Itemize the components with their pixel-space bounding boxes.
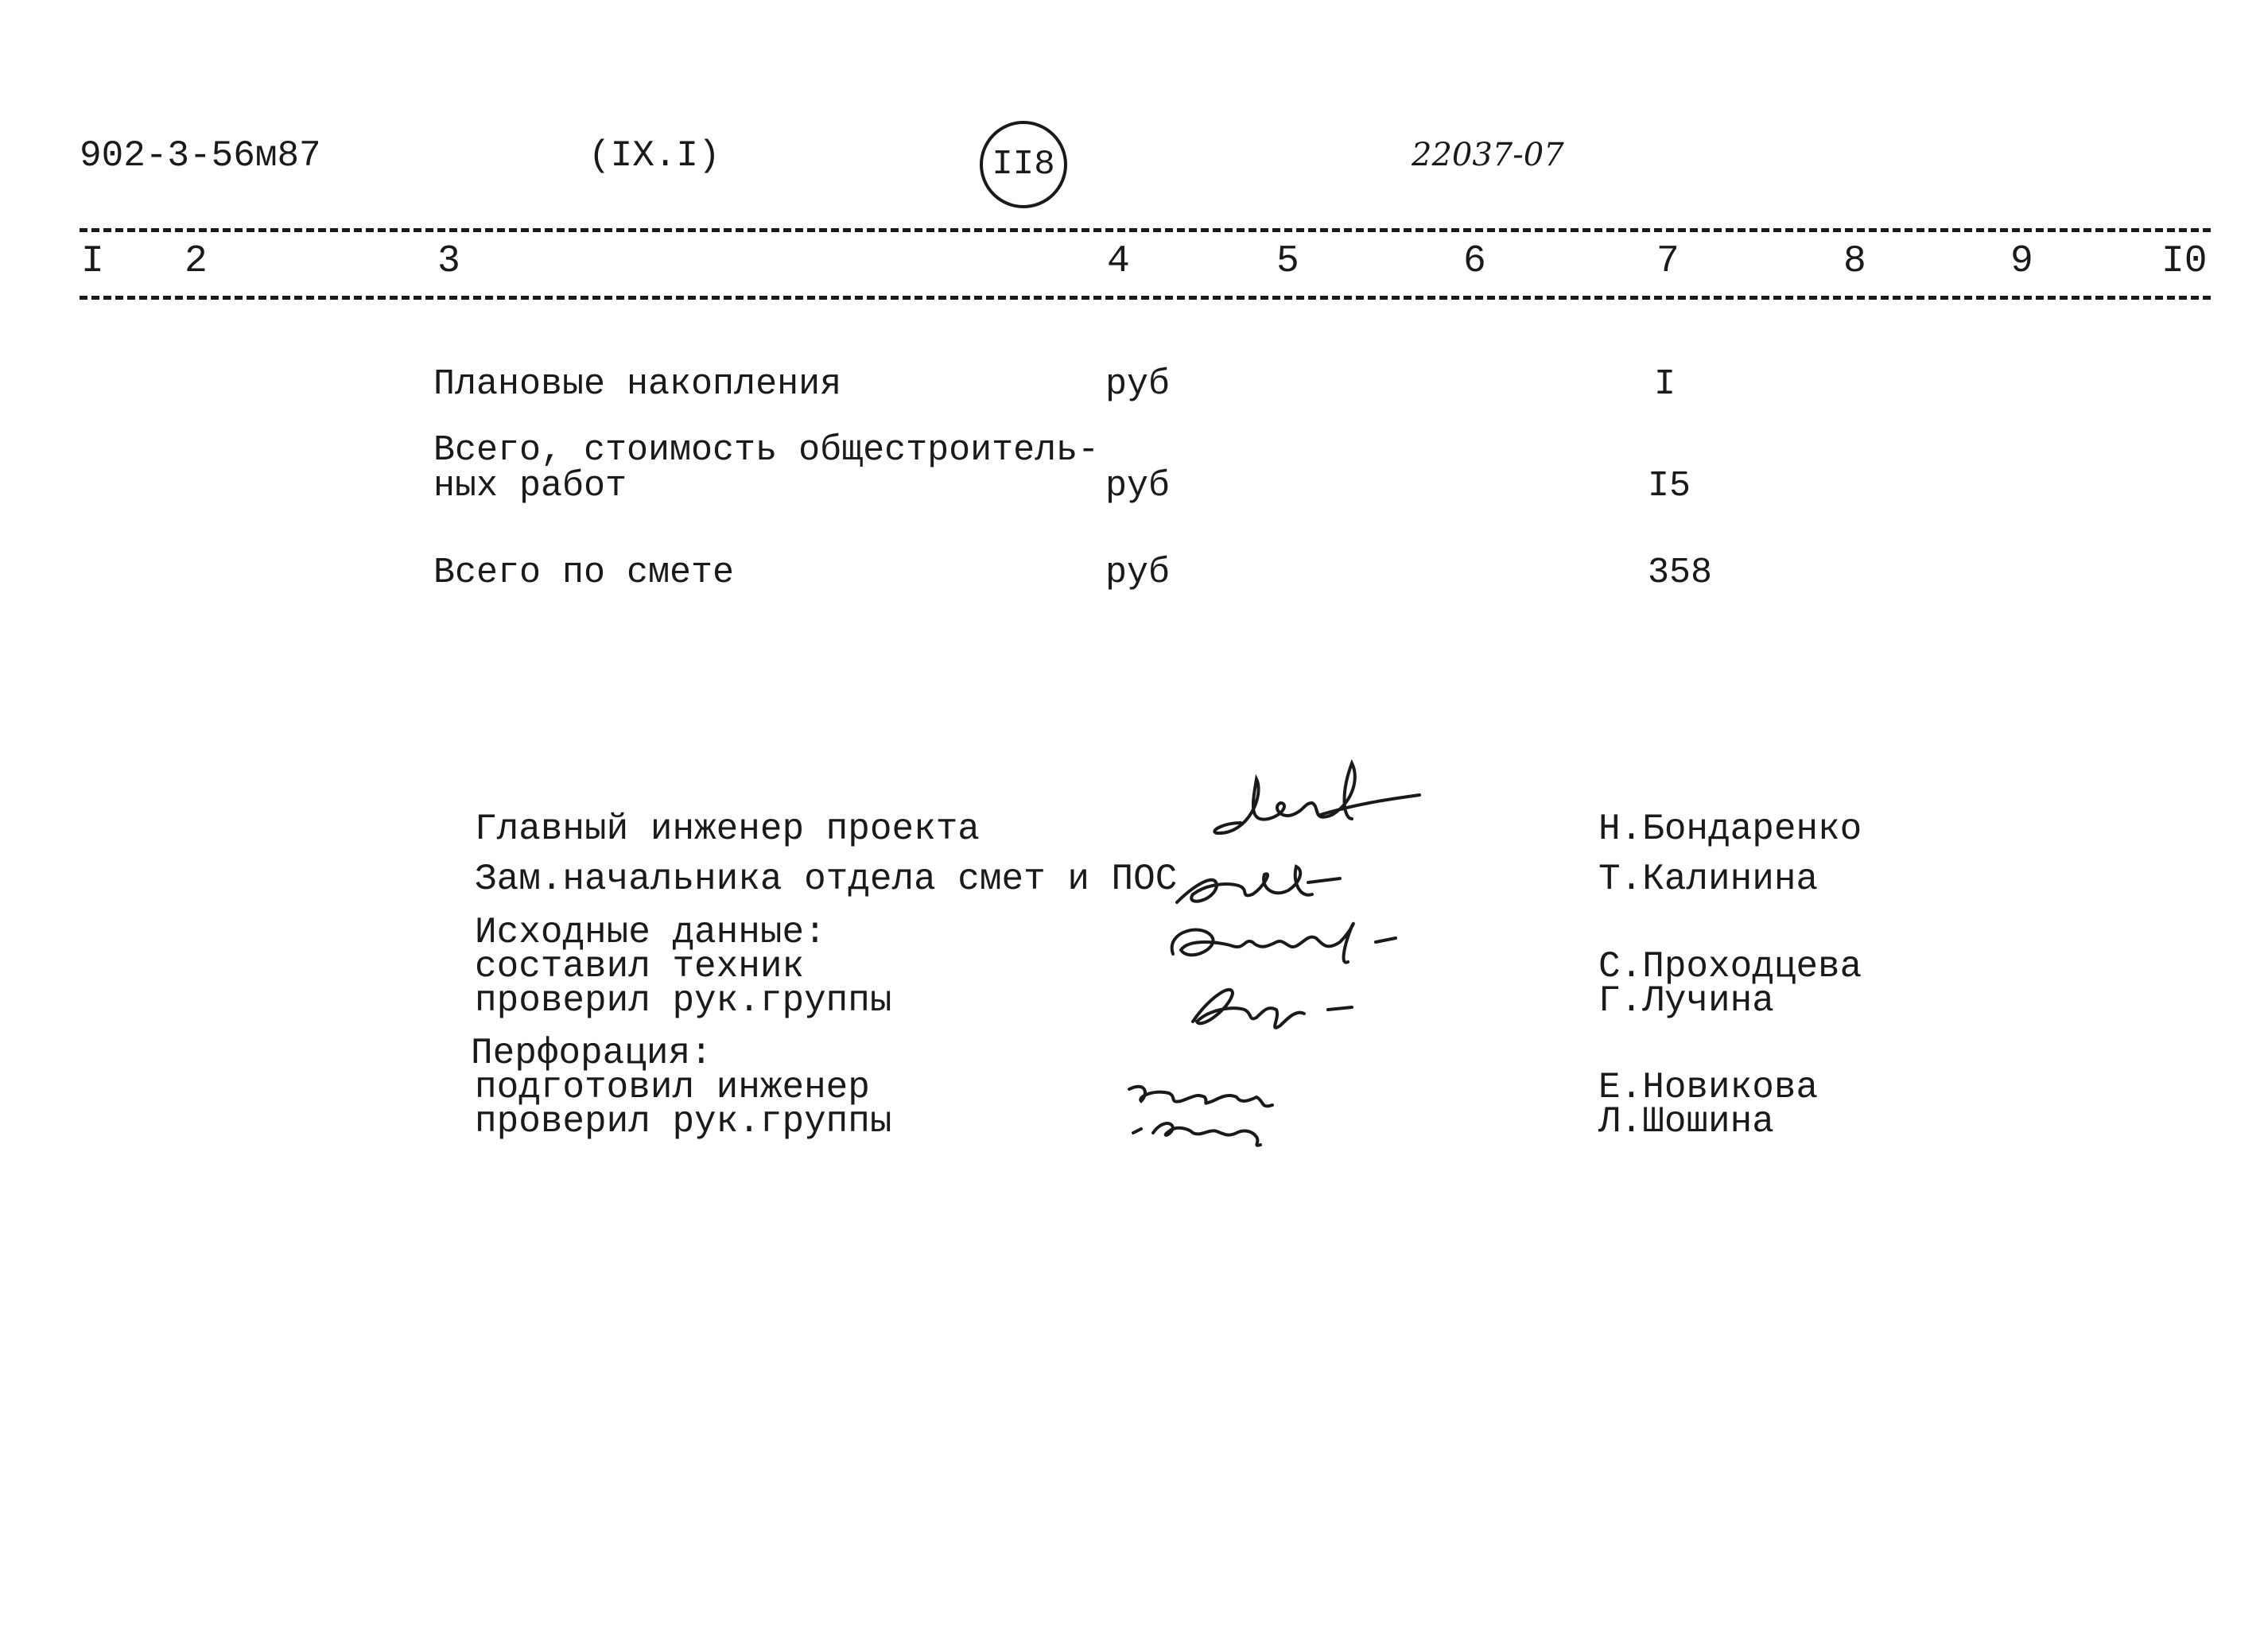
row-value: I bbox=[1654, 364, 1676, 405]
row-name-line2: ных работ bbox=[433, 466, 627, 506]
column-number: 3 bbox=[437, 240, 460, 283]
checked-label: проверил рук.группы bbox=[475, 980, 892, 1022]
deputy-head-name: Т.Калинина bbox=[1598, 859, 1819, 900]
checked-name: Г.Лучина bbox=[1598, 980, 1774, 1022]
chief-engineer-name: Н.Бондаренко bbox=[1598, 809, 1862, 850]
perforation-heading: Перфорация: bbox=[471, 1033, 713, 1074]
column-number: 4 bbox=[1107, 240, 1130, 283]
source-data-heading: Исходные данные: bbox=[475, 912, 826, 953]
document-code: 902-3-56м87 bbox=[80, 135, 321, 176]
column-number: 8 bbox=[1843, 240, 1866, 283]
compiled-name: С.Проходцева bbox=[1598, 946, 1862, 987]
deputy-head-label: Зам.начальника отдела смет и ПОС bbox=[475, 859, 1178, 900]
dashed-rule-top bbox=[80, 228, 2211, 232]
column-number: 5 bbox=[1276, 240, 1299, 283]
prepared-name: Е.Новикова bbox=[1598, 1067, 1819, 1108]
row-unit: руб bbox=[1105, 364, 1171, 405]
row-name: Плановые накопления bbox=[433, 364, 842, 405]
perforation-checked-name: Л.Шошина bbox=[1598, 1101, 1774, 1142]
row-unit: руб bbox=[1105, 466, 1171, 506]
column-number: I bbox=[81, 240, 104, 283]
handwritten-code: 22037-07 bbox=[1412, 137, 1564, 173]
column-number: I0 bbox=[2161, 240, 2208, 283]
chief-engineer-label: Главный инженер проекта bbox=[475, 809, 980, 850]
row-name-line1: Всего, стоимость общестроитель- bbox=[433, 430, 1100, 471]
page-number: II8 bbox=[992, 145, 1055, 184]
column-number: 7 bbox=[1656, 240, 1680, 283]
dashed-rule-bottom bbox=[80, 296, 2211, 300]
signature-chief-engineer bbox=[1193, 747, 1431, 855]
section-code: (IX.I) bbox=[588, 135, 720, 176]
signature-checked bbox=[1177, 974, 1384, 1041]
row-value: I5 bbox=[1648, 466, 1691, 506]
page-number-circle bbox=[980, 121, 1067, 208]
column-number: 6 bbox=[1463, 240, 1486, 283]
signature-perforation-checked bbox=[1125, 1101, 1300, 1161]
column-number: 9 bbox=[2010, 240, 2033, 283]
compiled-label: составил техник bbox=[475, 946, 805, 987]
row-value: 358 bbox=[1648, 553, 1713, 593]
column-number: 2 bbox=[184, 240, 208, 283]
prepared-label: подготовил инженер bbox=[475, 1067, 870, 1108]
row-name: Всего по смете bbox=[433, 553, 735, 593]
row-unit: руб bbox=[1105, 553, 1171, 593]
perforation-checked-label: проверил рук.группы bbox=[475, 1101, 892, 1142]
